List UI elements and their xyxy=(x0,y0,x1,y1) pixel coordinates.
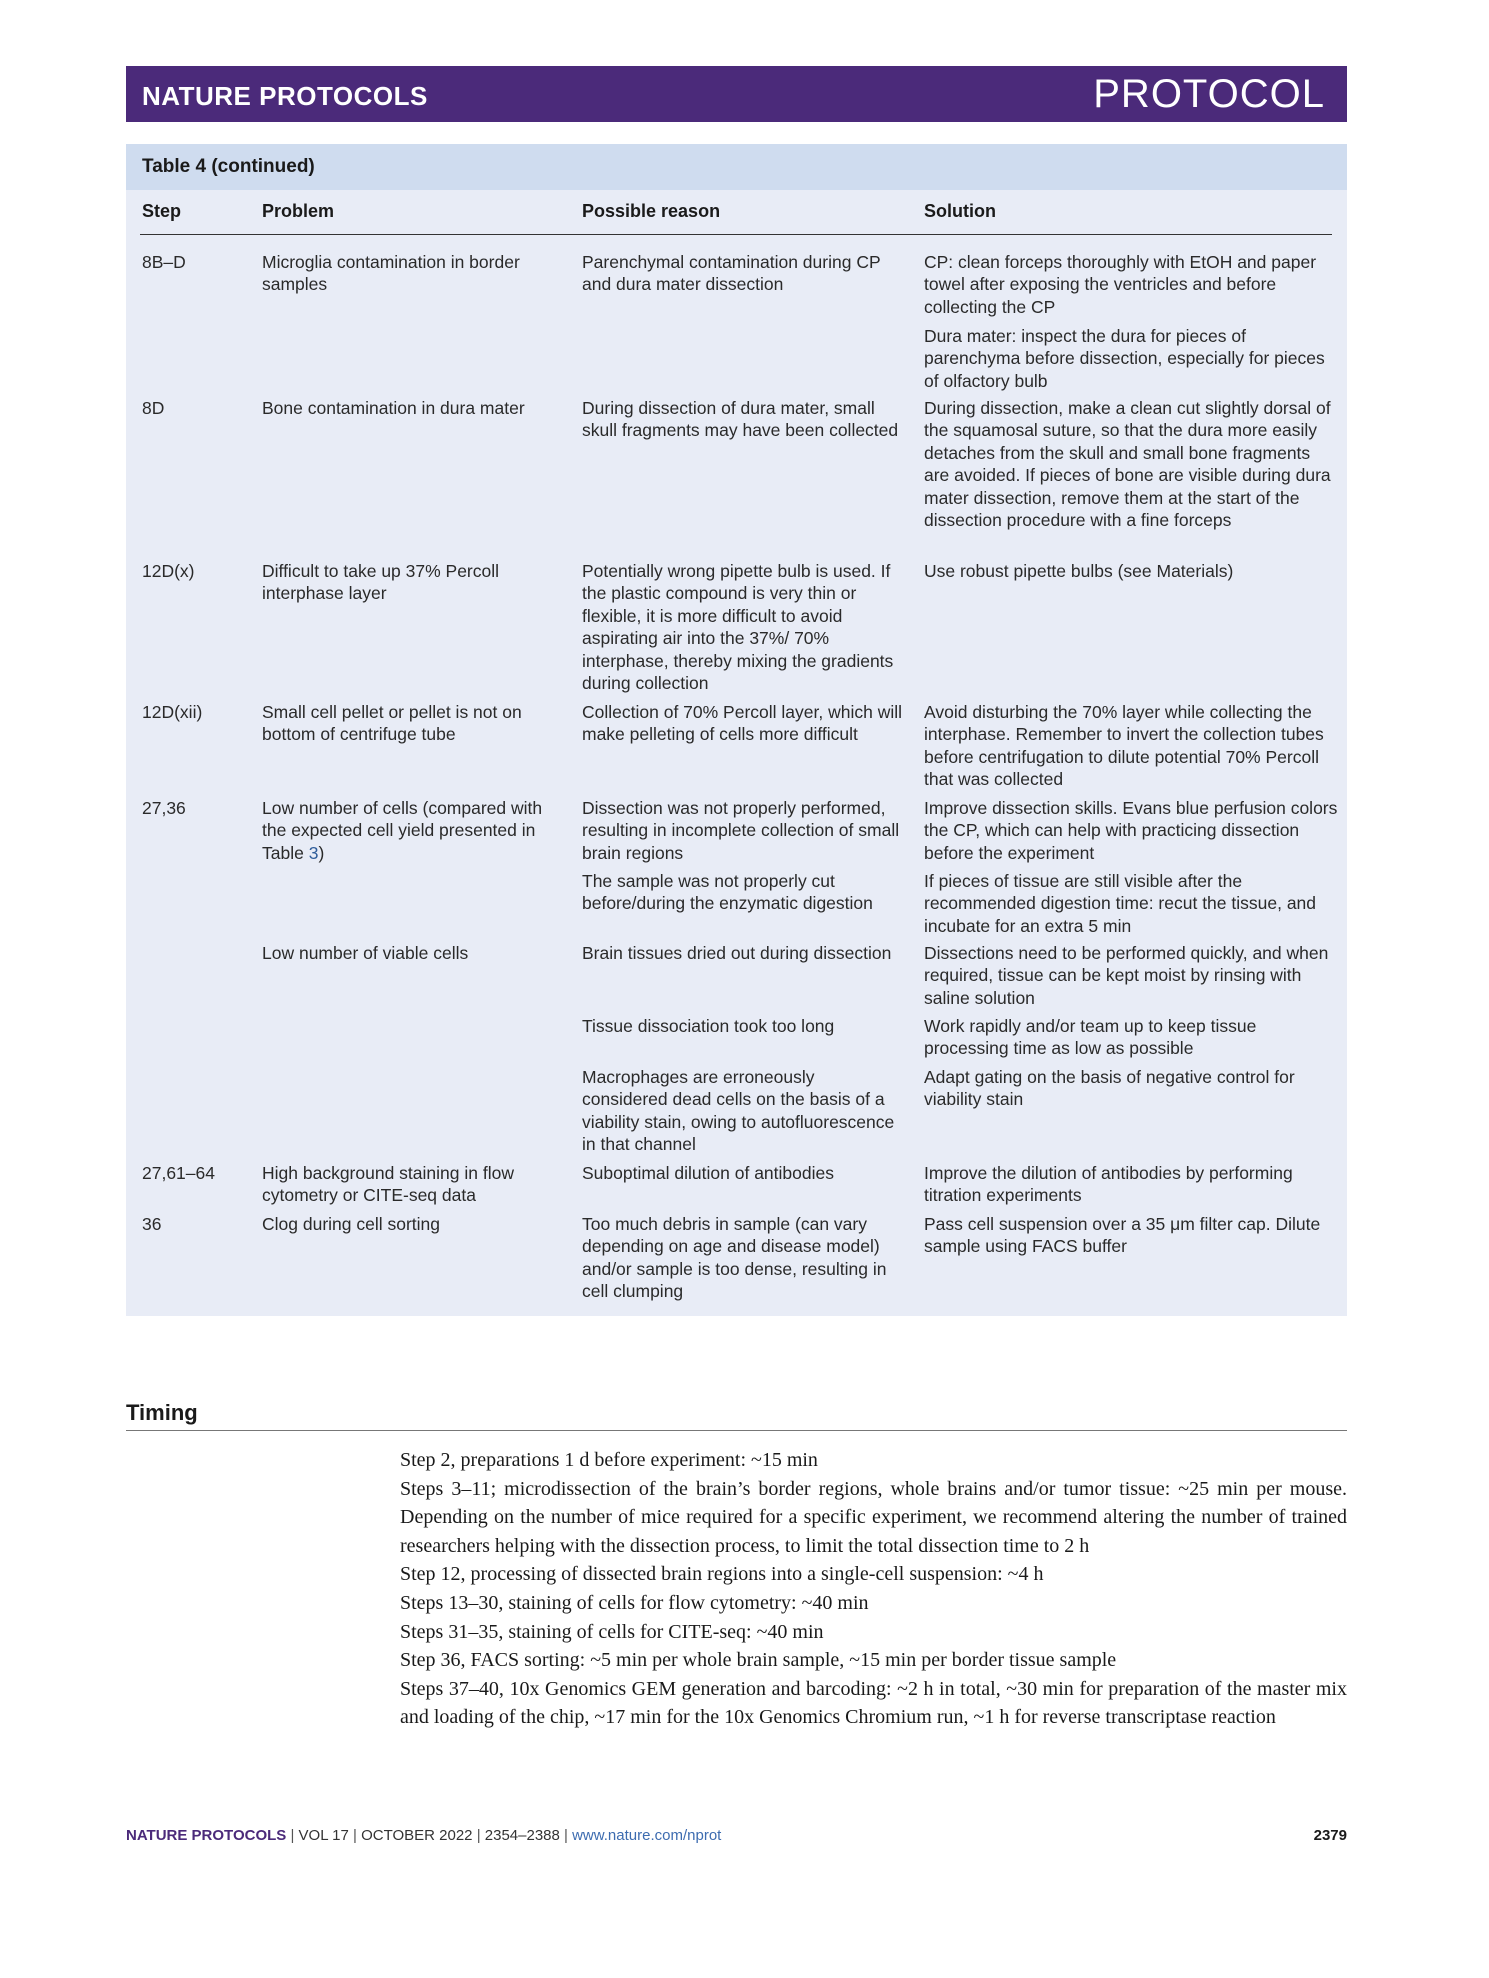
page-footer xyxy=(126,1827,1347,1851)
table-cell-reason: Too much debris in sample (can vary depending on age and disease model) and/or sample is too dense, resulting in cell clumping xyxy=(582,1214,887,1302)
timing-heading: Timing xyxy=(126,1400,198,1425)
table-cell-reason: Potentially wrong pipette bulb is used. If the plastic compound is very thin or flexible, it is more difficult to avoid aspirating air into the 37%/ 70% interphase, thereby mixing the gradients during collection xyxy=(582,561,894,694)
column-header-step: Step xyxy=(142,201,182,221)
footer-pages: 2354–2388 xyxy=(484,1827,560,1844)
page-number: 2379 xyxy=(1313,1827,1347,1844)
table-cell-reason: Collection of 70% Percoll layer, which will make pelleting of cells more difficult xyxy=(582,702,902,745)
table-cell-solution: Dura mater: inspect the dura for pieces of parenchyma before dissection, especially for pieces of olfactory bulb xyxy=(924,326,1325,391)
footer-journal: NATURE PROTOCOLS xyxy=(126,1827,287,1844)
table-cell-reason: Parenchymal contamination during CP and dura mater dissection xyxy=(582,252,881,295)
table-cell-reason: Tissue dissociation took too long xyxy=(582,1016,835,1036)
footer-separator: | xyxy=(559,1827,573,1844)
journal-name: NATURE PROTOCOLS xyxy=(142,81,428,111)
footer-separator: | xyxy=(348,1827,362,1844)
column-header-reason: Possible reason xyxy=(582,201,721,221)
timing-line: Steps 3–11; microdissection of the brain’s border regions, whole brains and/or tumor tissue: ~25 min per mouse. Depending on the number of mice required for a specific experiment, we recommend altering the number of trained researchers helping with the dissection process, to limit the total dissection time to 2 h xyxy=(400,1477,1347,1557)
troubleshooting-table xyxy=(126,144,1347,1316)
table-cell-problem: Microglia contamination in border samples xyxy=(262,252,520,295)
timing-list xyxy=(400,1446,1347,1732)
table-cell-problem: Clog during cell sorting xyxy=(262,1214,441,1234)
table-cell-reason: Suboptimal dilution of antibodies xyxy=(582,1163,834,1183)
footer-date: OCTOBER 2022 xyxy=(361,1827,473,1844)
table-cell-solution: Avoid disturbing the 70% layer while collecting the interphase. Remember to invert the collection tubes before centrifugation to dilute potential 70% Percoll that was collected xyxy=(924,702,1324,790)
journal-header-bar xyxy=(126,66,1347,122)
table-cell-problem: Low number of viable cells xyxy=(262,943,469,963)
table-cell-reason: Macrophages are erroneously considered dead cells on the basis of a viability stain, owing to autofluorescence in that channel xyxy=(582,1067,895,1155)
timing-line: Steps 31–35, staining of cells for CITE-seq: ~40 min xyxy=(400,1620,824,1643)
table-cell-step: 8D xyxy=(142,398,165,418)
table-cell-problem xyxy=(262,797,562,864)
footer-url-link[interactable]: www.nature.com/nprot xyxy=(572,1827,722,1844)
table-cell-step: 27,61–64 xyxy=(142,1163,215,1183)
table-3-link[interactable]: 3 xyxy=(308,842,319,863)
column-header-problem: Problem xyxy=(262,201,335,221)
table-cell-solution: Use robust pipette bulbs (see Materials) xyxy=(924,561,1234,581)
table-cell-problem: Small cell pellet or pellet is not on bottom of centrifuge tube xyxy=(262,702,522,745)
timing-line: Steps 37–40, 10x Genomics GEM generation and barcoding: ~2 h in total, ~30 min for preparation of the master mix and loading of the chip, ~17 min for the 10x Genomics Chromium run, ~1 h for reverse transcriptase reaction xyxy=(400,1677,1347,1729)
table-cell-step: 8B–D xyxy=(142,252,186,272)
table-cell-solution: During dissection, make a clean cut slightly dorsal of the squamosal suture, so that the dura more easily detaches from the skull and small bone fragments are avoided. If pieces of bone are visible during dura mater dissection, remove them at the start of the dissection procedure with a fine forceps xyxy=(924,398,1331,531)
table-cell-solution: CP: clean forceps thoroughly with EtOH and paper towel after exposing the ventricles and before collecting the CP xyxy=(924,252,1317,317)
timing-line: Steps 13–30, staining of cells for flow cytometry: ~40 min xyxy=(400,1591,869,1614)
footer-volume: VOL 17 xyxy=(298,1827,349,1844)
table-cell-reason: Brain tissues dried out during dissection xyxy=(582,943,892,963)
timing-rule xyxy=(126,1430,1347,1431)
table-cell-solution: Pass cell suspension over a 35 μm filter cap. Dilute sample using FACS buffer xyxy=(924,1214,1321,1257)
table-cell-solution: Dissections need to be performed quickly, and when required, tissue can be kept moist by rinsing with saline solution xyxy=(924,943,1329,1008)
table-cell-step: 12D(x) xyxy=(142,561,195,581)
footer-separator: | xyxy=(472,1827,485,1844)
table-cell-step: 12D(xii) xyxy=(142,702,203,722)
table-cell-reason: The sample was not properly cut before/during the enzymatic digestion xyxy=(582,871,873,914)
table-cell-problem: High background staining in flow cytometry or CITE-seq data xyxy=(262,1163,514,1206)
article-type: PROTOCOL xyxy=(1093,72,1325,116)
timing-line: Step 2, preparations 1 d before experiment: ~15 min xyxy=(400,1449,818,1471)
column-header-solution: Solution xyxy=(924,201,996,221)
table-cell-reason: During dissection of dura mater, small skull fragments may have been collected xyxy=(582,398,899,441)
table-cell-reason: Dissection was not properly performed, resulting in incomplete collection of small brain regions xyxy=(582,798,900,863)
footer-citation xyxy=(126,1827,721,1844)
table-cell-solution: If pieces of tissue are still visible after the recommended digestion time: recut the tissue, and incubate for an extra 5 min xyxy=(924,871,1317,936)
table-cell-problem: Bone contamination in dura mater xyxy=(262,398,525,418)
table-cell-step: 36 xyxy=(142,1214,162,1234)
problem-text: Low number of cells (compared with the expected cell yield presented in Table xyxy=(262,798,543,863)
timing-line: Step 36, FACS sorting: ~5 min per whole brain sample, ~15 min per border tissue sample xyxy=(400,1649,1117,1672)
header-rule xyxy=(140,234,1332,235)
table-title: Table 4 (continued) xyxy=(126,144,1347,190)
table-cell-solution: Work rapidly and/or team up to keep tissue processing time as low as possible xyxy=(924,1016,1257,1059)
table-cell-problem: Difficult to take up 37% Percoll interphase layer xyxy=(262,561,500,604)
timing-line: Step 12, processing of dissected brain regions into a single-cell suspension: ~4 h xyxy=(400,1563,1044,1586)
table-cell-solution: Improve dissection skills. Evans blue perfusion colors the CP, which can help with practicing dissection before the experiment xyxy=(924,798,1338,863)
footer-separator: | xyxy=(286,1827,299,1844)
table-cell-solution: Adapt gating on the basis of negative control for viability stain xyxy=(924,1067,1295,1110)
problem-text-end: ) xyxy=(318,842,325,863)
table-cell-solution: Improve the dilution of antibodies by performing titration experiments xyxy=(924,1163,1293,1206)
table-cell-step: 27,36 xyxy=(142,798,186,818)
